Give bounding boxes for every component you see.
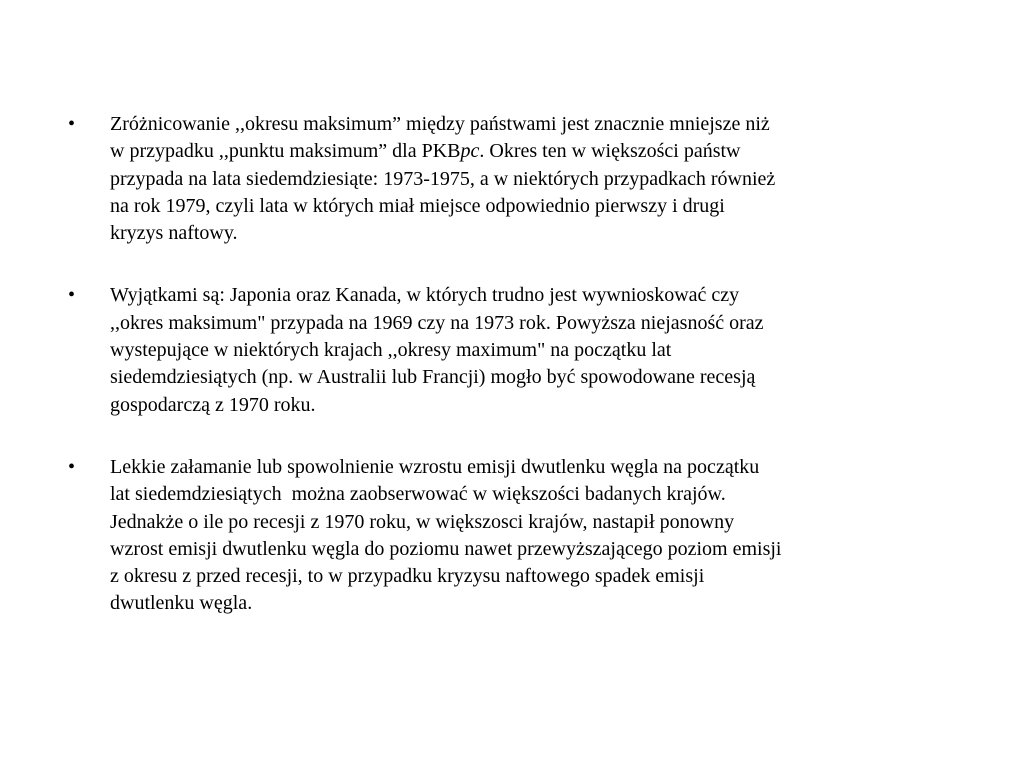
bullet-1-line-5: kryzys naftowy. [110, 222, 238, 245]
bullet-item-3 [68, 454, 938, 618]
bullet-1-line-2 [110, 138, 938, 165]
bullet-item-2 [68, 282, 938, 418]
bullet-1-line-2-start: w przypadku ,,punktu maksimum” dla PKB [110, 140, 461, 163]
bullet-item-1 [68, 111, 938, 247]
bullet-1-line-1: Zróżnicowanie ,,okresu maksimum” między państwami jest znacznie mniejsze niż [110, 113, 770, 135]
bullet-3-line-6: dwutlenku węgla. [110, 592, 253, 615]
bullet-2-line-2: ,,okres maksimum" przypada na 1969 czy na 1973 rok. Powyższa niejasność oraz [110, 311, 764, 334]
bullet-3-line-3: Jednakże o ile po recesji z 1970 roku, w większosci krajów, nastapił ponowny [110, 510, 735, 533]
bullet-2-line-4: siedemdziesiątych (np. w Australii lub Francji) mogło być spowodowane recesją [110, 366, 756, 389]
bullet-3-line-5: z okresu z przed recesji, to w przypadku kryzysu naftowego spadek emisji [110, 565, 705, 588]
bullet-1-line-2-end: . Okres ten w większości państw [479, 140, 741, 163]
bullet-2-line-1: Wyjątkami są: Japonia oraz Kanada, w których trudno jest wywnioskować czy [110, 284, 740, 307]
bullet-list [68, 111, 938, 653]
bullet-icon: • [68, 455, 76, 478]
bullet-icon: • [68, 113, 76, 135]
bullet-1-line-4: na rok 1979, czyli lata w których miał miejsce odpowiednio pierwszy i drugi [110, 194, 725, 217]
bullet-3-line-4: wzrost emisji dwutlenku węgla do poziomu nawet przewyższającego poziom emisji [110, 537, 782, 560]
bullet-3-line-1: Lekkie załamanie lub spowolnienie wzrostu emisji dwutlenku węgla na początku [110, 455, 760, 478]
bullet-2-line-5: gospodarczą z 1970 roku. [110, 393, 316, 416]
bullet-3-line-2: lat siedemdziesiątych można zaobserwować w większości badanych krajów. [110, 483, 726, 506]
bullet-2-line-3: wystepujące w niektórych krajach ,,okresy maximum" na początku lat [110, 339, 672, 362]
bullet-1-line-2-italic: pc [460, 140, 480, 163]
bullet-icon: • [68, 284, 76, 307]
bullet-1-line-3: przypada na lata siedemdziesiąte: 1973-1975, a w niektórych przypadkach również [110, 167, 776, 190]
